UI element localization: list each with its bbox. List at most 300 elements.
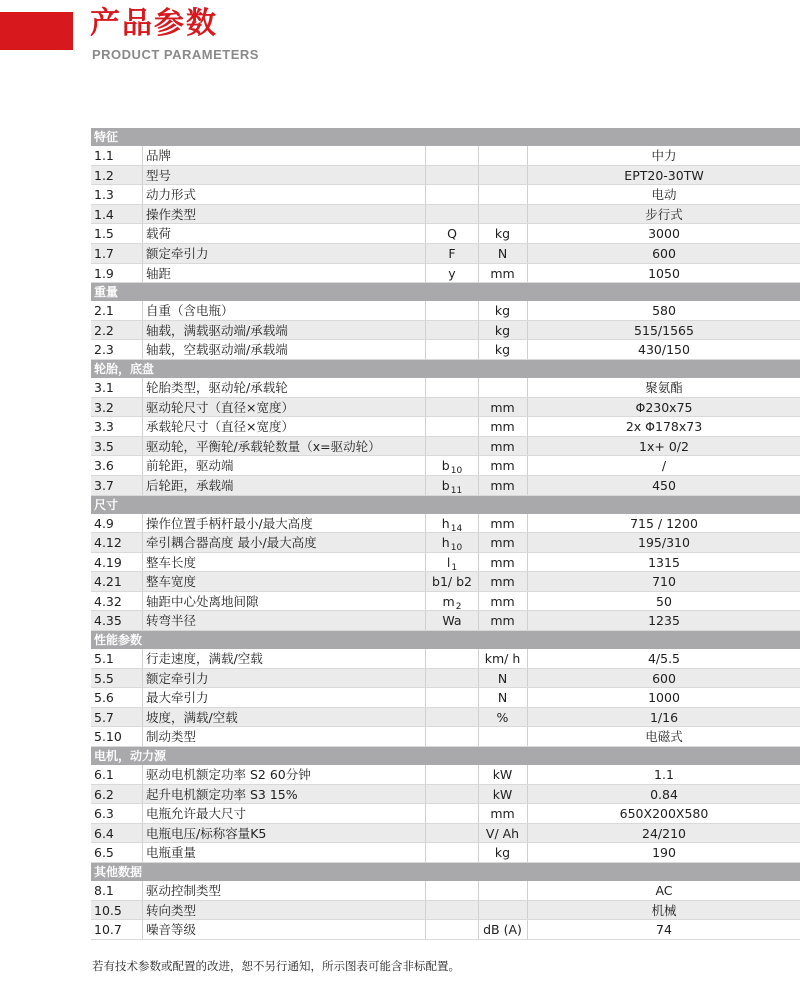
table-row: [91, 688, 800, 708]
table-row: [91, 205, 800, 225]
row-number: [94, 901, 122, 920]
table-row: [91, 553, 800, 573]
row-number: [94, 727, 122, 746]
row-unit: [478, 476, 527, 495]
row-parameter-name-text: 电瓶允许最大尺寸: [146, 806, 247, 822]
table-row: [91, 881, 800, 901]
row-value-text: 715 / 1200: [630, 515, 698, 531]
row-parameter-name: [146, 881, 221, 900]
row-unit: [478, 611, 527, 630]
row-unit: [478, 901, 527, 920]
row-unit: [478, 437, 527, 456]
row-parameter-name-text: 驱动电机额定功率 S2 60分钟: [146, 767, 311, 783]
row-symbol: [426, 398, 478, 417]
row-symbol-text: b1/ b2: [432, 574, 472, 590]
row-parameter-name-text: 后轮距，承载端: [146, 477, 234, 493]
row-parameter-name: [146, 417, 294, 436]
column-divider: [142, 804, 143, 823]
column-divider: [142, 437, 143, 456]
row-unit-text: mm: [490, 554, 515, 570]
row-symbol: [426, 785, 478, 804]
column-divider: [142, 765, 143, 784]
row-parameter-name-text: 额定牵引力: [146, 670, 209, 686]
row-parameter-name-text: 轴载，空载驱动端/承载端: [146, 342, 288, 358]
row-unit: [478, 398, 527, 417]
row-unit: [478, 456, 527, 475]
row-value-text: 1235: [648, 613, 680, 629]
table-row: [91, 572, 800, 592]
row-parameter-name: [146, 321, 288, 340]
row-value: [528, 843, 800, 862]
row-value-text: 190: [652, 845, 676, 861]
row-number: [94, 669, 114, 688]
row-unit: [478, 708, 527, 727]
row-value: [528, 688, 800, 707]
table-row: [91, 224, 800, 244]
row-unit: [478, 185, 527, 204]
column-divider: [142, 592, 143, 611]
row-unit-text: mm: [490, 438, 515, 454]
row-unit-text: km/ h: [484, 651, 521, 667]
column-divider: [142, 901, 143, 920]
row-unit-text: kW: [492, 767, 513, 783]
row-value: [528, 185, 800, 204]
row-value: [528, 476, 800, 495]
column-divider: [142, 514, 143, 533]
row-number-text: 4.9: [94, 515, 114, 531]
section-header: 重量: [91, 283, 800, 301]
row-number-text: 3.3: [94, 419, 114, 435]
row-value-text: 600: [652, 245, 676, 261]
row-symbol-subscript: 14: [450, 523, 463, 534]
row-symbol-subscript: 11: [450, 485, 463, 496]
row-number: [94, 881, 114, 900]
row-unit: [478, 224, 527, 243]
row-value-text: 1000: [648, 690, 680, 706]
row-value: [528, 340, 800, 359]
column-divider: [142, 843, 143, 862]
row-symbol: [426, 804, 478, 823]
row-symbol: [426, 727, 478, 746]
row-parameter-name: [146, 804, 246, 823]
row-unit-text: dB (A): [483, 922, 522, 938]
row-number: [94, 649, 114, 668]
row-parameter-name-text: 行走速度，满载/空载: [146, 651, 263, 667]
row-value: [528, 765, 800, 784]
row-symbol: [426, 611, 478, 630]
column-divider: [142, 146, 143, 165]
row-number: [94, 340, 114, 359]
column-divider: [142, 611, 143, 630]
row-symbol: [426, 572, 478, 591]
row-value-text: 1x+ 0/2: [639, 438, 689, 454]
row-unit-text: mm: [490, 515, 515, 531]
row-number: [94, 824, 114, 843]
row-value: [528, 649, 800, 668]
row-number-text: 2.2: [94, 322, 114, 338]
row-symbol: [426, 688, 478, 707]
column-divider: [142, 340, 143, 359]
table-row: [91, 264, 800, 284]
row-parameter-name: [146, 901, 196, 920]
row-symbol: [426, 669, 478, 688]
row-parameter-name: [146, 572, 196, 591]
table-row: [91, 476, 800, 496]
table-row: [91, 340, 800, 360]
table-row: [91, 727, 800, 747]
row-number-text: 3.1: [94, 379, 114, 395]
row-value: [528, 592, 800, 611]
row-symbol: [426, 185, 478, 204]
row-number: [94, 205, 114, 224]
row-value-text: 2x Φ178x73: [625, 419, 703, 435]
row-parameter-name: [146, 785, 298, 804]
table-row: [91, 321, 800, 341]
row-value: [528, 244, 800, 263]
row-value: [528, 824, 800, 843]
row-number: [94, 765, 114, 784]
row-number: [94, 378, 114, 397]
row-value: [528, 146, 800, 165]
row-symbol-text: b: [441, 477, 450, 493]
row-symbol-subscript: 10: [450, 466, 463, 477]
row-parameter-name-text: 自重（含电瓶）: [146, 303, 234, 319]
row-parameter-name-text: 品牌: [146, 148, 172, 163]
page-subtitle: PRODUCT PARAMETERS: [92, 47, 259, 62]
column-divider: [142, 533, 143, 552]
row-number-text: 3.5: [94, 438, 114, 454]
row-value-text: 580: [652, 303, 676, 319]
spec-table: [91, 128, 800, 940]
row-parameter-name: [146, 824, 266, 843]
row-value: [528, 804, 800, 823]
table-row: [91, 456, 800, 476]
row-number-text: 4.32: [94, 593, 122, 609]
row-symbol: [426, 843, 478, 862]
row-unit: [478, 592, 527, 611]
row-parameter-name-text: 噪音等级: [146, 922, 197, 938]
row-number: [94, 533, 122, 552]
row-unit: [478, 688, 527, 707]
row-number: [94, 398, 114, 417]
row-symbol: [426, 592, 478, 611]
section-header: 特征: [91, 128, 800, 146]
row-parameter-name-text: 承载轮尺寸（直径×宽度）: [146, 419, 294, 435]
row-symbol: [426, 166, 478, 185]
row-unit: [478, 553, 527, 572]
row-number-text: 10.5: [94, 902, 122, 918]
row-value-text: 中力: [651, 148, 677, 163]
column-divider: [142, 688, 143, 707]
row-number: [94, 843, 114, 862]
row-number-text: 2.1: [94, 303, 114, 319]
row-parameter-name: [146, 688, 209, 707]
row-symbol-text: h: [441, 515, 450, 531]
row-symbol: [426, 224, 478, 243]
row-symbol-text: y: [448, 265, 456, 281]
row-value-text: AC: [655, 883, 673, 898]
row-parameter-name-text: 驱动轮尺寸（直径×宽度）: [146, 399, 294, 415]
row-value: [528, 378, 800, 397]
row-parameter-name-text: 转向类型: [146, 902, 197, 918]
row-number: [94, 264, 114, 283]
row-symbol-subscript: 10: [450, 543, 463, 554]
row-parameter-name-text: 整车宽度: [146, 574, 197, 590]
row-number: [94, 417, 114, 436]
row-parameter-name-text: 转弯半径: [146, 613, 197, 629]
table-row: [91, 804, 800, 824]
row-unit-text: mm: [490, 613, 515, 629]
row-number-text: 6.5: [94, 845, 114, 861]
row-unit: [478, 881, 527, 900]
row-value-text: 电磁式: [645, 729, 683, 745]
row-value: [528, 398, 800, 417]
row-number: [94, 688, 114, 707]
row-parameter-name: [146, 765, 311, 784]
row-value: [528, 553, 800, 572]
row-unit-text: N: [497, 670, 508, 686]
column-divider: [142, 321, 143, 340]
table-row: [91, 185, 800, 205]
row-parameter-name-text: 前轮距，驱动端: [146, 458, 234, 474]
row-unit-text: kW: [492, 786, 513, 802]
row-unit: [478, 301, 527, 320]
row-number: [94, 244, 114, 263]
row-parameter-name-text: 最大牵引力: [146, 690, 209, 706]
row-symbol: [426, 340, 478, 359]
column-divider: [142, 244, 143, 263]
column-divider: [142, 669, 143, 688]
row-value: [528, 264, 800, 283]
column-divider: [142, 205, 143, 224]
table-row: [91, 417, 800, 437]
row-symbol: [426, 417, 478, 436]
row-unit-text: mm: [490, 265, 515, 281]
row-symbol-text: l: [446, 554, 451, 570]
row-value-text: 4/5.5: [647, 651, 681, 667]
row-unit-text: %: [496, 709, 509, 725]
table-row: [91, 708, 800, 728]
row-unit-text: mm: [490, 419, 515, 435]
row-parameter-name: [146, 456, 234, 475]
table-row: [91, 301, 800, 321]
row-parameter-name: [146, 533, 317, 552]
table-row: [91, 533, 800, 553]
table-row: [91, 146, 800, 166]
column-divider: [142, 456, 143, 475]
table-row: [91, 514, 800, 534]
row-parameter-name-text: 牵引耦合器高度 最小/最大高度: [146, 535, 317, 551]
row-symbol: [426, 901, 478, 920]
row-value-text: 1.1: [654, 767, 674, 783]
column-divider: [142, 166, 143, 185]
row-value-text: 600: [652, 670, 676, 686]
row-number-text: 1.5: [94, 226, 114, 242]
row-number-text: 3.2: [94, 399, 114, 415]
row-parameter-name: [146, 166, 171, 185]
row-unit-text: mm: [490, 593, 515, 609]
row-number: [94, 611, 122, 630]
row-symbol: [426, 765, 478, 784]
column-divider: [142, 708, 143, 727]
row-symbol: [426, 244, 478, 263]
row-parameter-name-text: 驱动控制类型: [146, 883, 222, 898]
row-parameter-name-text: 坡度，满载/空载: [146, 709, 238, 725]
row-unit-text: mm: [490, 535, 515, 551]
row-value: [528, 514, 800, 533]
row-value-text: 聚氨酯: [645, 379, 683, 395]
row-symbol: [426, 146, 478, 165]
row-number: [94, 185, 114, 204]
table-row: [91, 378, 800, 398]
row-unit-text: V/ Ah: [485, 825, 520, 841]
row-parameter-name-text: 额定牵引力: [146, 245, 209, 261]
row-parameter-name: [146, 378, 288, 397]
row-unit-text: mm: [490, 806, 515, 822]
row-number: [94, 708, 114, 727]
row-parameter-name-text: 轮胎类型，驱动轮/承载轮: [146, 379, 288, 395]
row-unit: [478, 340, 527, 359]
row-number-text: 10.7: [94, 922, 122, 938]
row-value-text: 3000: [648, 226, 680, 242]
row-parameter-name-text: 起升电机额定功率 S3 15%: [146, 786, 298, 802]
row-number: [94, 572, 122, 591]
row-number-text: 1.9: [94, 265, 114, 281]
row-value-text: 650X200X580: [619, 806, 709, 822]
column-divider: [142, 785, 143, 804]
row-number: [94, 146, 114, 165]
row-unit: [478, 785, 527, 804]
row-symbol: [426, 881, 478, 900]
row-symbol: [426, 321, 478, 340]
row-value: [528, 669, 800, 688]
row-value: [528, 708, 800, 727]
row-value: [528, 321, 800, 340]
column-divider: [142, 185, 143, 204]
row-number-text: 5.6: [94, 690, 114, 706]
row-parameter-name: [146, 244, 209, 263]
row-symbol-text: Q: [447, 226, 457, 242]
row-unit: [478, 417, 527, 436]
row-unit: [478, 264, 527, 283]
row-parameter-name: [146, 224, 171, 243]
row-symbol: [426, 920, 478, 939]
table-row: [91, 592, 800, 612]
row-value: [528, 920, 800, 939]
table-row: [91, 166, 800, 186]
row-parameter-name-text: 操作位置手柄杆最小/最大高度: [146, 515, 313, 531]
row-number: [94, 553, 122, 572]
row-unit-text: kg: [494, 303, 511, 319]
table-row: [91, 901, 800, 921]
row-parameter-name: [146, 920, 196, 939]
row-parameter-name: [146, 649, 263, 668]
row-number-text: 2.3: [94, 342, 114, 358]
row-symbol: [426, 437, 478, 456]
row-parameter-name: [146, 264, 171, 283]
column-divider: [142, 824, 143, 843]
section-header: 性能参数: [91, 631, 800, 649]
section-header: 尺寸: [91, 496, 800, 514]
row-symbol-text: m: [442, 593, 455, 609]
row-parameter-name: [146, 708, 238, 727]
row-parameter-name: [146, 205, 196, 224]
row-symbol: [426, 378, 478, 397]
row-symbol-text: b: [441, 458, 450, 474]
row-number-text: 4.12: [94, 535, 122, 551]
row-number: [94, 476, 114, 495]
column-divider: [142, 572, 143, 591]
row-symbol: [426, 476, 478, 495]
row-unit: [478, 514, 527, 533]
row-unit: [478, 533, 527, 552]
row-symbol-text: Wa: [442, 613, 462, 629]
row-number: [94, 920, 122, 939]
column-divider: [142, 476, 143, 495]
row-value: [528, 301, 800, 320]
row-parameter-name: [146, 611, 196, 630]
row-unit: [478, 572, 527, 591]
row-symbol: [426, 205, 478, 224]
row-value: [528, 881, 800, 900]
row-value-text: 步行式: [645, 206, 683, 222]
section-header: 电机，动力源: [91, 747, 800, 765]
row-unit: [478, 727, 527, 746]
row-number-text: 1.4: [94, 206, 114, 222]
row-number-text: 6.2: [94, 786, 114, 802]
row-parameter-name: [146, 843, 196, 862]
row-value: [528, 533, 800, 552]
row-unit: [478, 843, 527, 862]
column-divider: [142, 920, 143, 939]
row-value: [528, 611, 800, 630]
row-parameter-name-text: 轴距中心处离地间隙: [146, 593, 259, 609]
row-parameter-name-text: 操作类型: [146, 206, 197, 222]
section-header: 其他数据: [91, 863, 800, 881]
row-symbol-text: F: [448, 245, 456, 261]
row-parameter-name-text: 驱动轮，平衡轮/承载轮数量（x=驱动轮）: [146, 438, 381, 454]
row-value: [528, 456, 800, 475]
row-symbol: [426, 708, 478, 727]
row-parameter-name: [146, 146, 171, 165]
row-unit: [478, 649, 527, 668]
row-symbol: [426, 649, 478, 668]
row-number: [94, 785, 114, 804]
footnote: 若有技术参数或配置的改进，恕不另行通知，所示图表可能含非标配置。: [92, 959, 460, 973]
row-number: [94, 224, 114, 243]
row-symbol: [426, 533, 478, 552]
row-parameter-name-text: 轴距: [146, 265, 172, 281]
row-number-text: 1.1: [94, 148, 114, 163]
row-symbol: [426, 301, 478, 320]
row-symbol-text: h: [441, 535, 450, 551]
row-parameter-name: [146, 437, 381, 456]
row-unit-text: mm: [490, 477, 515, 493]
row-parameter-name: [146, 727, 196, 746]
row-value-text: 450: [652, 477, 676, 493]
row-unit: [478, 378, 527, 397]
row-number: [94, 456, 114, 475]
row-value: [528, 727, 800, 746]
table-row: [91, 398, 800, 418]
row-symbol-subscript: 2: [455, 601, 462, 612]
column-divider: [142, 649, 143, 668]
row-number-text: 5.10: [94, 729, 122, 745]
row-parameter-name: [146, 476, 234, 495]
row-value: [528, 224, 800, 243]
row-number-text: 6.4: [94, 825, 114, 841]
row-parameter-name: [146, 340, 288, 359]
